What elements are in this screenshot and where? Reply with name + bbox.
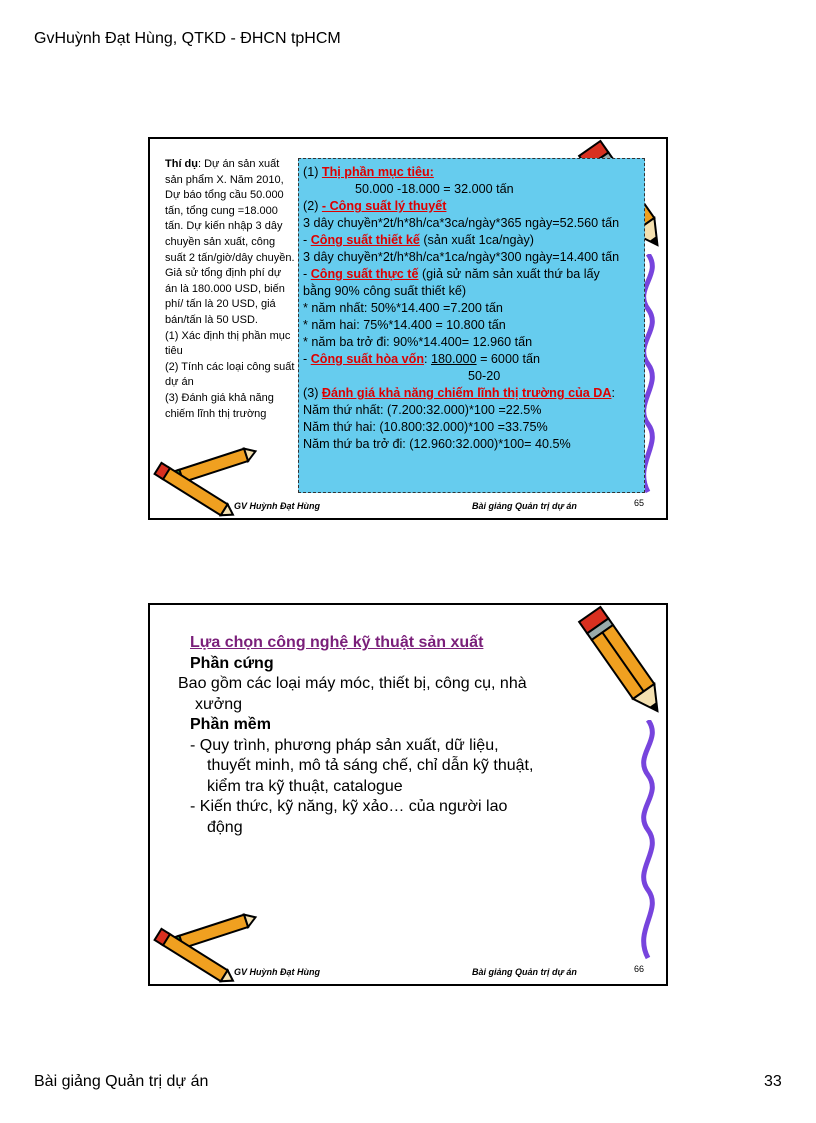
dash: - (303, 352, 311, 366)
page-number: 33 (764, 1073, 782, 1090)
example-label: Thí dụ (165, 158, 198, 170)
dash: - (303, 233, 311, 247)
target-share-calc: 50.000 -18.000 = 32.000 tấn (355, 182, 514, 196)
market-share-year-1: Năm thứ nhất: (7.200:32.000)*100 =22.5% (303, 403, 542, 417)
breakeven-result: = 6000 tấn (476, 352, 540, 366)
num-1: (1) (303, 165, 322, 179)
software-bullet-2: - Kiến thức, kỹ năng, kỹ xảo… của người lao động (190, 798, 508, 836)
breakeven-denominator: 50-20 (468, 369, 501, 383)
solution-box (298, 158, 645, 493)
market-share-heading: Đánh giá khả năng chiếm lĩnh thị trường của DA (321, 386, 612, 400)
squiggle-decoration (628, 720, 668, 960)
colon: : (424, 352, 432, 366)
market-share-year-3: Năm thứ ba trở đi: (12.960:32.000)*100= 40.5% (303, 437, 571, 451)
slide-title: Lựa chọn công nghệ kỹ thuật sản xuất (190, 634, 484, 651)
slide-number: 65 (634, 498, 645, 508)
slide-course: Bài giảng Quản trị dự án (472, 501, 577, 511)
slide-author: GV Huỳnh Đạt Hùng (234, 967, 320, 977)
slide-content (178, 633, 540, 838)
num-2: (2) (303, 199, 322, 213)
page-footer-title: Bài giảng Quản trị dự án (34, 1073, 209, 1090)
slide-author: GV Huỳnh Đạt Hùng (234, 501, 320, 511)
slide-course: Bài giảng Quản trị dự án (472, 967, 577, 977)
slide-66 (148, 603, 668, 986)
actual-capacity-note: (giả sử năm sản xuất thứ ba lấy (418, 267, 600, 281)
question-2: (2) Tính các loại công suất dự án (165, 360, 295, 389)
breakeven-numerator: 180.000 (431, 352, 477, 366)
year-3-capacity: * năm ba trở đi: 90%*14.400= 12.960 tấn (303, 335, 533, 349)
actual-capacity-note-2: bằng 90% công suất thiết kế) (303, 284, 467, 298)
year-1-capacity: * năm nhất: 50%*14.400 =7.200 tấn (303, 301, 503, 315)
example-text (165, 157, 295, 422)
question-1: (1) Xác định thị phần mục tiêu (165, 329, 291, 358)
design-capacity-calc: 3 dây chuyền*2t/h*8h/ca*1ca/ngày*300 ngày=14.400 tấn (303, 250, 620, 264)
num-3: (3) (303, 386, 322, 400)
slide-65 (148, 137, 668, 520)
page-header: GvHuỳnh Đạt Hùng, QTKD - ĐHCN tpHCM (34, 30, 341, 47)
pencil-icon (575, 603, 668, 723)
design-capacity-note: (sản xuất 1ca/ngày) (419, 233, 534, 247)
hardware-text: Bao gồm các loại máy móc, thiết bị, công cụ, nhà xưởng (178, 675, 527, 713)
market-share-year-2: Năm thứ hai: (10.800:32.000)*100 =33.75% (303, 420, 548, 434)
software-bullet-1: - Quy trình, phương pháp sản xuất, dữ liệu, thuyết minh, mô tả sáng chế, chỉ dẫn kỹ thuật, kiểm tra kỹ thuật, catalogue (190, 736, 534, 795)
theoretical-capacity-calc: 3 dây chuyền*2t/h*8h/ca*3ca/ngày*365 ngày=52.560 tấn (303, 216, 620, 230)
year-2-capacity: * năm hai: 75%*14.400 = 10.800 tấn (303, 318, 506, 332)
actual-capacity-heading: Công suất thực tế (310, 267, 419, 281)
dash: - (303, 267, 311, 281)
breakeven-capacity-heading: Công suất hòa vốn (310, 352, 425, 366)
software-heading: Phần mềm (190, 716, 271, 733)
target-share-heading: Thị phần mục tiêu: (321, 165, 434, 179)
design-capacity-heading: Công suất thiết kế (310, 233, 420, 247)
question-3: (3) Đánh giá khả năng chiếm lĩnh thị trường (165, 391, 274, 420)
hardware-heading: Phần cứng (190, 654, 274, 672)
colon: : (611, 386, 615, 400)
theoretical-capacity-heading: - Công suất lý thuyết (321, 199, 447, 213)
example-description: : Dự án sản xuất sản phẩm X. Năm 2010, Dự báo tổng cầu 50.000 tấn, tổng cung =18.000 tấn. Dự kiến nhập 3 dây chuyền sản xuất, công suất 2 tấn/giờ/dây chuyền. Giả sử tổng định phí dự án là 180.000 USD, biến phí/ tấn là 20 USD, giá bán/tấn là 50 USD. (165, 158, 295, 326)
slide-number: 66 (634, 964, 645, 974)
